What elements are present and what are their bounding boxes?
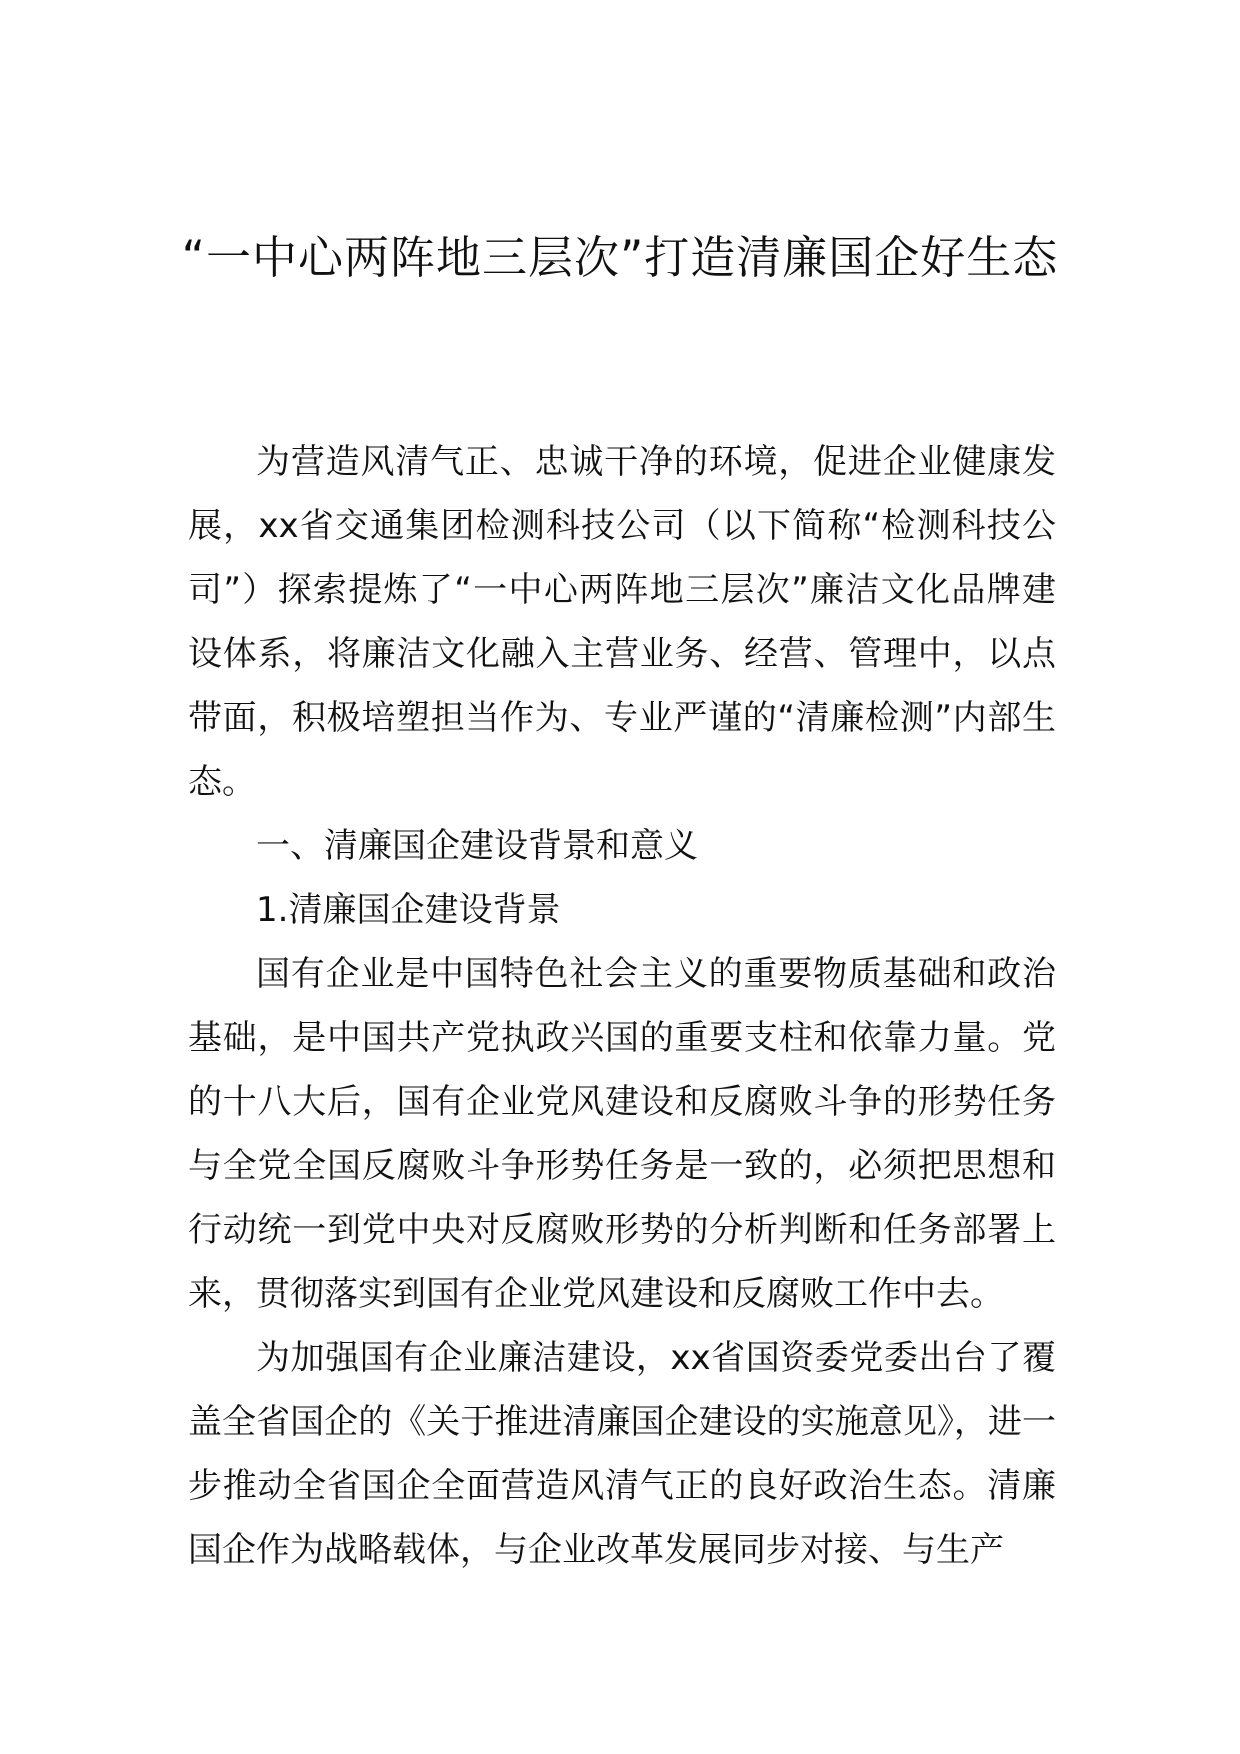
document-title: “一中心两阵地三层次”打造清廉国企好生态 — [181, 231, 1059, 284]
intro-paragraph: 为营造风清气正、忠诚干净的环境，促进企业健康发展，xx省交通集团检测科技公司（以下简称“检测科技公司”）探索提炼了“一中心两阵地三层次”廉洁文化品牌建设体系，将廉洁文化融入主营业务、经营、管理中，以点带面，积极培塑担当作为、专业严谨的“清廉检测”内部生态。 — [188, 442, 1056, 802]
subsection-heading: 1.清廉国企建设背景 — [256, 890, 561, 930]
document-body — [188, 430, 1056, 1582]
section-heading: 一、清廉国企建设背景和意义 — [256, 826, 698, 866]
policy-paragraph: 为加强国有企业廉洁建设，xx省国资委党委出台了覆盖全省国企的《关于推进清廉国企建设的实施意见》，进一步推动全省国企全面营造风清气正的良好政治生态。清廉国企作为战略载体，与企业改革发展同步对接、与生产 — [188, 1338, 1056, 1570]
background-paragraph: 国有企业是中国特色社会主义的重要物质基础和政治基础，是中国共产党执政兴国的重要支柱和依靠力量。党的十八大后，国有企业党风建设和反腐败斗争的形势任务与全党全国反腐败斗争形势任务是一致的，必须把思想和行动统一到党中央对反腐败形势的分析判断和任务部署上来，贯彻落实到国有企业党风建设和反腐败工作中去。 — [188, 954, 1056, 1314]
